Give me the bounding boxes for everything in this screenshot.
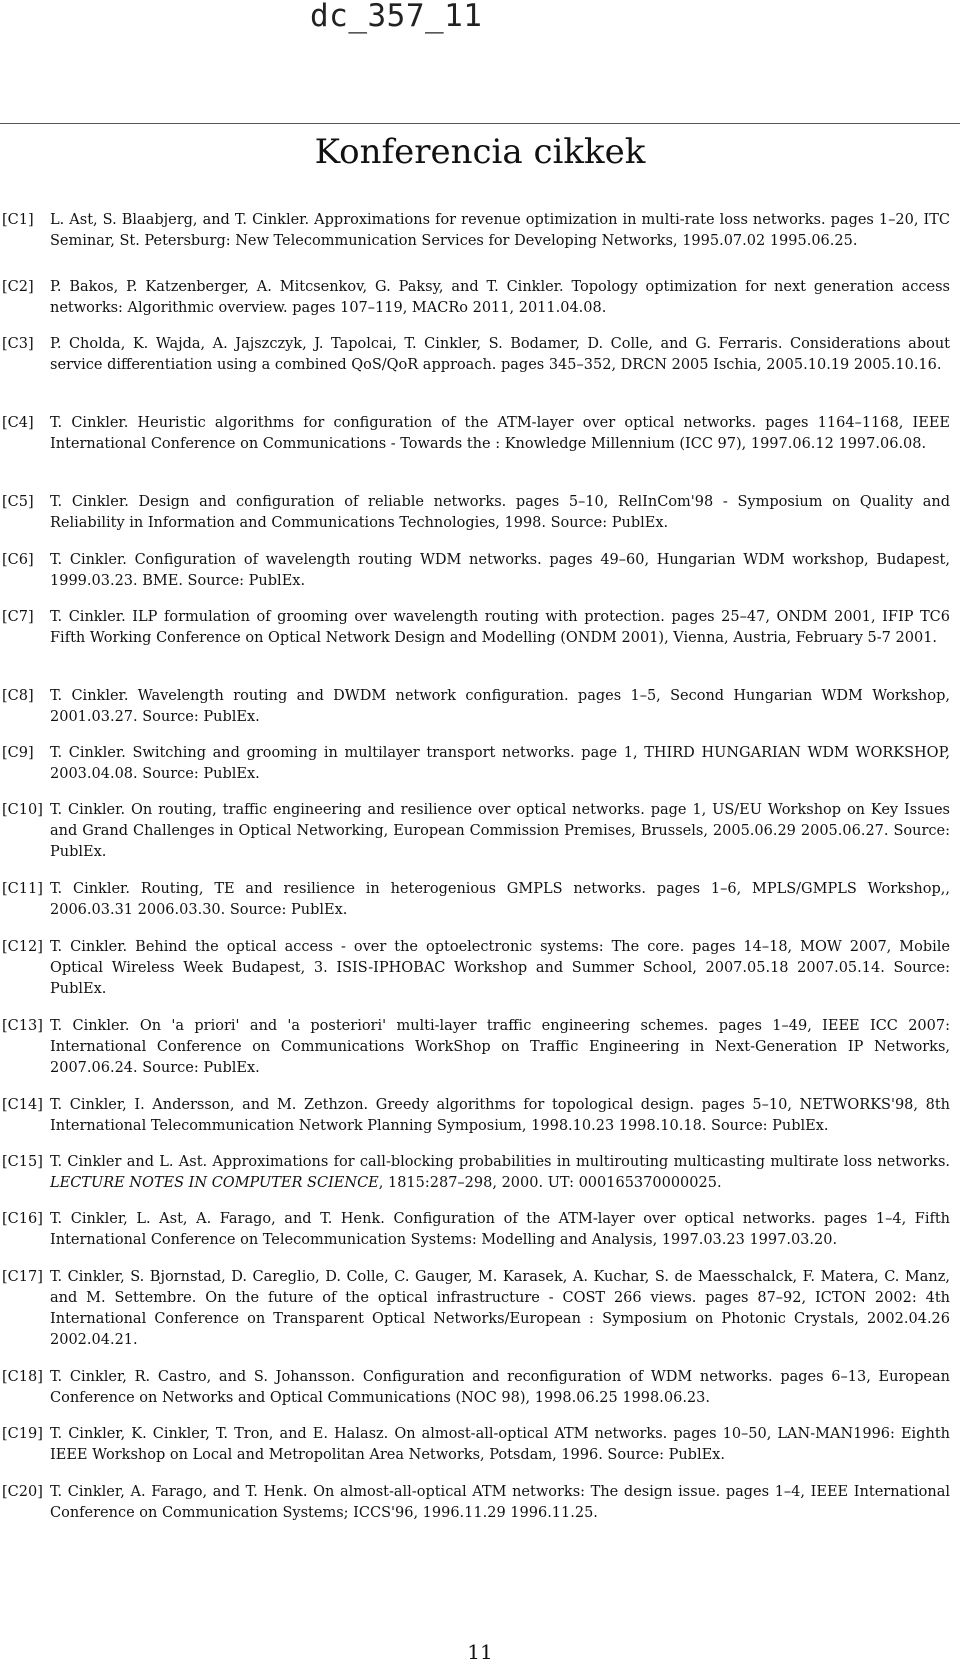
reference-text: T. Cinkler, S. Bjornstad, D. Careglio, D. Colle, C. Gauger, M. Karasek, A. Kuchar, S. de Maesschalck, F. Matera, C. Manz, and M. Settembre. On the future of the optical infrastructure - COST 266 views. pages 87–92, ICTON 2002: 4th International Conference on Transparent Optical Networks/European : Symposium on Photonic Crystals, 2002.04.26 2002.04.21.	[50, 1269, 950, 1348]
journal-name: LECTURE NOTES IN COMPUTER SCIENCE	[50, 1175, 379, 1191]
reference-key: [C11]	[2, 881, 43, 897]
reference-item	[0, 492, 960, 534]
reference-item	[0, 879, 960, 921]
reference-item	[0, 1152, 960, 1194]
reference-text: T. Cinkler. Heuristic algorithms for configuration of the ATM-layer over optical networks. pages 1164–1168, IEEE International Conference on Communications - Towards the : Knowledge Millennium (ICC 97), 1997.06.12 1997.06.08.	[50, 415, 950, 452]
reference-item	[0, 1095, 960, 1137]
reference-item	[0, 550, 960, 592]
reference-item	[0, 607, 960, 649]
section-title	[0, 132, 960, 172]
reference-text: L. Ast, S. Blaabjerg, and T. Cinkler. Approximations for revenue optimization in multi-rate loss networks. pages 1–20, ITC Seminar, St. Petersburg: New Telecommunication Services for Developing Networks, 1995.07.02 1995.06.25.	[50, 212, 950, 249]
reference-item	[0, 1267, 960, 1351]
reference-key: [C16]	[2, 1211, 43, 1227]
reference-item	[0, 1016, 960, 1079]
reference-text: T. Cinkler. On routing, traffic engineering and resilience over optical networks. page 1, US/EU Workshop on Key Issues and Grand Challenges in Optical Networking, European Commission Premises, Brussels, 2005.06.29 2005.06.27. Source: PublEx.	[50, 802, 950, 860]
reference-item	[0, 1367, 960, 1409]
reference-text: T. Cinkler. On 'a priori' and 'a posteriori' multi-layer traffic engineering schemes. pages 1–49, IEEE ICC 2007: International Conference on Communications WorkShop on Traffic Engineering in Next-Generation IP Networks, 2007.06.24. Source: PublEx.	[50, 1018, 950, 1076]
reference-text: T. Cinkler. Configuration of wavelength routing WDM networks. pages 49–60, Hungarian WDM workshop, Budapest, 1999.03.23. BME. Source: PublEx.	[50, 552, 950, 589]
reference-item	[0, 334, 960, 376]
reference-item	[0, 277, 960, 319]
reference-key: [C8]	[2, 688, 34, 704]
reference-item	[0, 743, 960, 785]
reference-key: [C5]	[2, 494, 34, 510]
reference-key: [C9]	[2, 745, 34, 761]
reference-item	[0, 686, 960, 728]
reference-text: T. Cinkler. Routing, TE and resilience in heterogenious GMPLS networks. pages 1–6, MPLS/GMPLS Workshop,, 2006.03.31 2006.03.30. Source: PublEx.	[50, 881, 950, 918]
reference-item	[0, 800, 960, 863]
reference-item	[0, 210, 960, 252]
reference-key: [C3]	[2, 336, 34, 352]
reference-text: T. Cinkler, K. Cinkler, T. Tron, and E. Halasz. On almost-all-optical ATM networks. pages 10–50, LAN-MAN1996: Eighth IEEE Workshop on Local and Metropolitan Area Networks, Potsdam, 1996. Source: PublEx.	[50, 1426, 950, 1463]
page-number: 11	[467, 1640, 493, 1664]
header-rule	[0, 123, 960, 124]
reference-key: [C12]	[2, 939, 43, 955]
reference-text: T. Cinkler. Design and configuration of reliable networks. pages 5–10, RelInCom'98 - Symposium on Quality and Reliability in Information and Communications Technologies, 1998. Source: PublEx.	[50, 494, 950, 531]
reference-text: P. Bakos, P. Katzenberger, A. Mitcsenkov, G. Paksy, and T. Cinkler. Topology optimization for next generation access networks: Algorithmic overview. pages 107–119, MACRo 2011, 2011.04.08.	[50, 279, 950, 316]
reference-text-part: T. Cinkler and L. Ast. Approximations for call-blocking probabilities in multirouting multicasting multirate loss networks.	[50, 1154, 950, 1170]
reference-key: [C18]	[2, 1369, 43, 1385]
reference-key: [C19]	[2, 1426, 43, 1442]
reference-text: T. Cinkler, A. Farago, and T. Henk. On almost-all-optical ATM networks: The design issue. pages 1–4, IEEE International Conference on Communication Systems; ICCS'96, 1996.11.29 1996.11.25.	[50, 1484, 950, 1521]
section-title-text: Konferencia cikkek	[314, 132, 646, 172]
reference-item	[0, 1424, 960, 1466]
reference-text: T. Cinkler. Behind the optical access - over the optoelectronic systems: The core. pages 14–18, MOW 2007, Mobile Optical Wireless Week Budapest, 3. ISIS-IPHOBAC Workshop and Summer School, 2007.05.18 2007.05.14. Source: PublEx.	[50, 939, 950, 997]
reference-text	[50, 1152, 950, 1194]
reference-text: T. Cinkler, L. Ast, A. Farago, and T. Henk. Configuration of the ATM-layer over optical networks. pages 1–4, Fifth International Conference on Telecommunication Systems: Modelling and Analysis, 1997.03.23 1997.03.20.	[50, 1211, 950, 1248]
reference-text: T. Cinkler. Switching and grooming in multilayer transport networks. page 1, THIRD HUNGARIAN WDM WORKSHOP, 2003.04.08. Source: PublEx.	[50, 745, 950, 782]
reference-key: [C1]	[2, 212, 34, 228]
reference-key: [C10]	[2, 802, 43, 818]
reference-key: [C6]	[2, 552, 34, 568]
reference-item	[0, 413, 960, 455]
reference-key: [C7]	[2, 609, 34, 625]
document-id: dc_357_11	[310, 0, 483, 34]
reference-key: [C15]	[2, 1154, 43, 1170]
document-header	[0, 0, 960, 40]
reference-item	[0, 1209, 960, 1251]
reference-text: T. Cinkler, I. Andersson, and M. Zethzon. Greedy algorithms for topological design. pages 5–10, NETWORKS'98, 8th International Telecommunication Network Planning Symposium, 1998.10.23 1998.10.18. Source: PublEx.	[50, 1097, 950, 1134]
reference-text: P. Cholda, K. Wajda, A. Jajszczyk, J. Tapolcai, T. Cinkler, S. Bodamer, D. Colle, and G. Ferraris. Considerations about service differentiation using a combined QoS/QoR approach. pages 345–352, DRCN 2005 Ischia, 2005.10.19 2005.10.16.	[50, 336, 950, 373]
reference-key: [C4]	[2, 415, 34, 431]
reference-key: [C20]	[2, 1484, 43, 1500]
reference-key: [C13]	[2, 1018, 43, 1034]
reference-text: T. Cinkler. Wavelength routing and DWDM network configuration. pages 1–5, Second Hungarian WDM Workshop, 2001.03.27. Source: PublEx.	[50, 688, 950, 725]
reference-key: [C2]	[2, 279, 34, 295]
reference-text-part: , 1815:287–298, 2000. UT: 000165370000025.	[378, 1175, 722, 1191]
reference-item	[0, 937, 960, 1000]
reference-key: [C17]	[2, 1269, 43, 1285]
reference-text: T. Cinkler. ILP formulation of grooming over wavelength routing with protection. pages 25–47, ONDM 2001, IFIP TC6 Fifth Working Conference on Optical Network Design and Modelling (ONDM 2001), Vienna, Austria, February 5-7 2001.	[50, 609, 950, 646]
reference-item	[0, 1482, 960, 1524]
reference-text: T. Cinkler, R. Castro, and S. Johansson. Configuration and reconfiguration of WDM networks. pages 6–13, European Conference on Networks and Optical Communications (NOC 98), 1998.06.25 1998.06.23.	[50, 1369, 950, 1406]
reference-key: [C14]	[2, 1097, 43, 1113]
